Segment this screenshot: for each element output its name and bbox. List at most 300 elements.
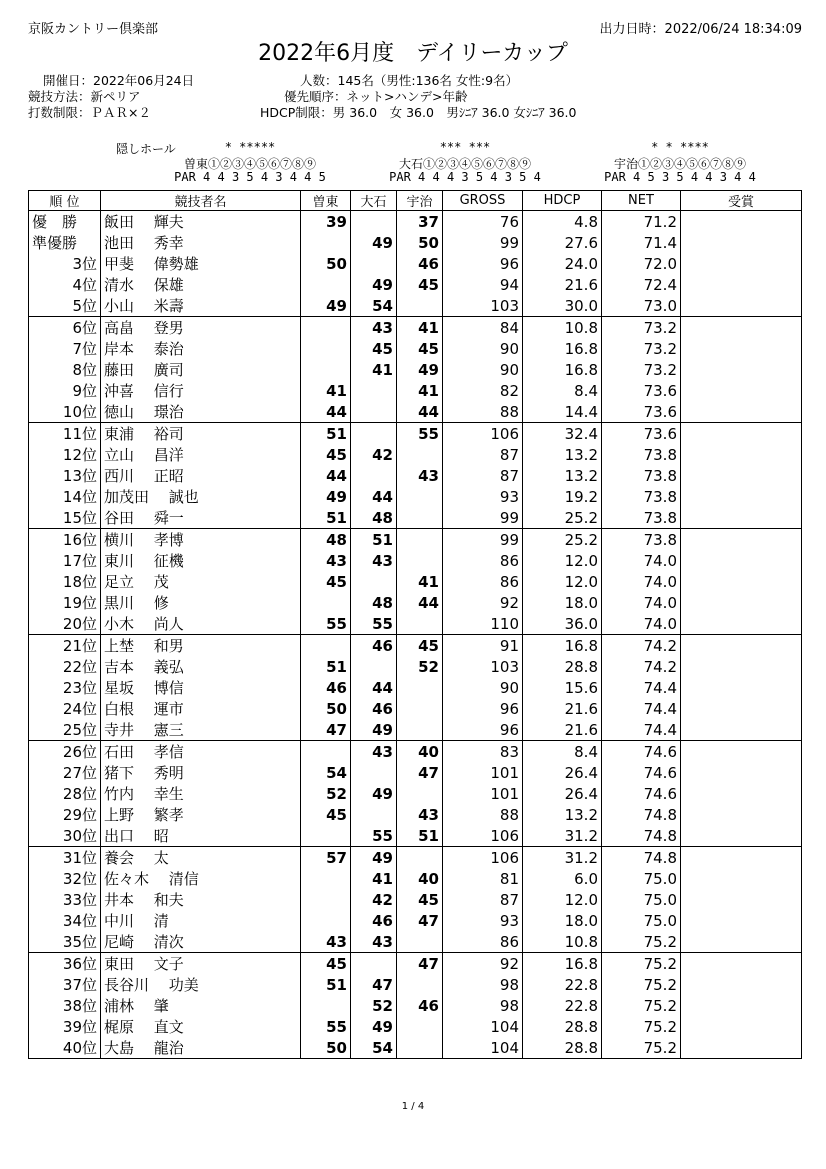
cell-award [681,232,802,253]
cell-rank: 6位 [29,317,101,339]
cell-rank: 25位 [29,719,101,741]
header-net: NET [602,191,681,211]
cell-name: 尼崎 清次 [101,931,301,953]
cell-award [681,719,802,741]
cell-c2: 41 [351,868,397,889]
cell-gross: 88 [443,401,523,423]
cell-net: 75.0 [602,868,681,889]
cell-name: 横川 孝博 [101,529,301,551]
cell-award [681,274,802,295]
cell-net: 74.8 [602,847,681,869]
cell-c1: 45 [301,444,351,465]
cell-award [681,868,802,889]
hdcp-limit: HDCP制限：男 36.0 女 36.0 男ｼﾆｱ 36.0 女ｼﾆｱ 36.0 [260,105,577,120]
table-row [29,613,802,635]
cell-c1: 48 [301,529,351,551]
header-hdcp: HDCP [523,191,602,211]
cell-net: 72.0 [602,253,681,274]
cell-name: 中川 清 [101,910,301,931]
header-rank: 順 位 [29,191,101,211]
cell-name: 梶原 直文 [101,1016,301,1037]
cell-c1: 43 [301,550,351,571]
table-row [29,380,802,401]
cell-c2: 42 [351,444,397,465]
cell-hdcp: 31.2 [523,847,602,869]
cell-c2: 49 [351,783,397,804]
cell-rank: 14位 [29,486,101,507]
cell-hdcp: 22.8 [523,995,602,1016]
cell-c2: 55 [351,825,397,847]
header-uji: 宇治 [397,191,443,211]
table-row [29,889,802,910]
cell-name: 飯田 輝夫 [101,211,301,233]
table-row [29,995,802,1016]
cell-c1 [301,825,351,847]
cell-c1: 52 [301,783,351,804]
cell-hdcp: 10.8 [523,931,602,953]
cell-c2 [351,762,397,783]
cell-c1 [301,635,351,657]
cell-c3 [397,295,443,317]
cell-name: 養会 太 [101,847,301,869]
cell-net: 74.2 [602,656,681,677]
cell-name: 吉本 義弘 [101,656,301,677]
cell-rank: 35位 [29,931,101,953]
cell-rank: 27位 [29,762,101,783]
cell-hdcp: 24.0 [523,253,602,274]
cell-c2: 49 [351,719,397,741]
cell-net: 75.2 [602,1037,681,1059]
cell-c3 [397,698,443,719]
cell-gross: 82 [443,380,523,401]
table-header-row [29,191,802,211]
player-count: 人数：145名（男性:136名 女性:9名） [300,73,519,88]
table-row [29,868,802,889]
header-name: 競技者名 [101,191,301,211]
cell-award [681,635,802,657]
cell-name: 谷田 舜一 [101,507,301,529]
cell-net: 72.4 [602,274,681,295]
cell-net: 73.2 [602,317,681,339]
cell-hdcp: 22.8 [523,974,602,995]
cell-hdcp: 31.2 [523,825,602,847]
cell-c3: 40 [397,868,443,889]
table-row [29,274,802,295]
cell-hdcp: 16.8 [523,359,602,380]
cell-hdcp: 12.0 [523,889,602,910]
cell-c3: 41 [397,317,443,339]
cell-c2: 46 [351,910,397,931]
cell-award [681,295,802,317]
cell-hdcp: 28.8 [523,1037,602,1059]
cell-c3: 41 [397,380,443,401]
cell-rank: 39位 [29,1016,101,1037]
course-2-par: PAR 4 4 4 3 5 4 3 5 4 [389,170,541,184]
cell-net: 73.8 [602,529,681,551]
cell-c2: 48 [351,592,397,613]
cell-c3 [397,444,443,465]
header-oishi: 大石 [351,191,397,211]
cell-gross: 103 [443,295,523,317]
cell-hdcp: 21.6 [523,698,602,719]
cell-c1: 41 [301,380,351,401]
cell-hdcp: 14.4 [523,401,602,423]
cell-c2: 43 [351,550,397,571]
cell-c3: 37 [397,211,443,233]
cell-net: 73.6 [602,401,681,423]
cell-net: 73.0 [602,295,681,317]
cell-c2: 44 [351,486,397,507]
table-row [29,825,802,847]
cell-net: 75.2 [602,953,681,975]
cell-net: 75.2 [602,995,681,1016]
cell-gross: 93 [443,486,523,507]
course-1-name: 曽東①②③④⑤⑥⑦⑧⑨ [183,157,316,171]
cell-gross: 92 [443,953,523,975]
cell-name: 出口 昭 [101,825,301,847]
cell-c3: 43 [397,804,443,825]
cell-rank: 21位 [29,635,101,657]
cell-c3: 46 [397,995,443,1016]
course-2-name: 大石①②③④⑤⑥⑦⑧⑨ [398,157,531,171]
table-row [29,847,802,869]
cell-gross: 92 [443,592,523,613]
course-3-name: 宇治①②③④⑤⑥⑦⑧⑨ [613,157,746,171]
cell-award [681,380,802,401]
cell-award [681,656,802,677]
cell-gross: 76 [443,211,523,233]
table-row [29,1016,802,1037]
cell-rank: 16位 [29,529,101,551]
cell-rank: 18位 [29,571,101,592]
cell-net: 75.2 [602,974,681,995]
table-row [29,338,802,359]
cell-gross: 88 [443,804,523,825]
cell-hdcp: 8.4 [523,380,602,401]
results-table [28,190,802,1059]
cell-hdcp: 16.8 [523,953,602,975]
cell-net: 74.0 [602,613,681,635]
cell-rank: 5位 [29,295,101,317]
cell-hdcp: 28.8 [523,1016,602,1037]
cell-net: 74.0 [602,592,681,613]
cell-award [681,783,802,804]
cell-c3: 50 [397,232,443,253]
cell-name: 甲斐 偉勢雄 [101,253,301,274]
cell-c2: 49 [351,847,397,869]
cell-c3: 44 [397,592,443,613]
cell-net: 73.8 [602,444,681,465]
table-row [29,465,802,486]
cell-c2 [351,211,397,233]
cell-c3: 44 [397,401,443,423]
cell-c1: 51 [301,423,351,445]
cell-c2 [351,253,397,274]
cell-gross: 104 [443,1016,523,1037]
cell-name: 寺井 憲三 [101,719,301,741]
cell-c3: 45 [397,338,443,359]
cell-award [681,804,802,825]
cell-gross: 99 [443,507,523,529]
cell-gross: 104 [443,1037,523,1059]
cell-net: 75.0 [602,910,681,931]
cell-c1 [301,889,351,910]
cell-award [681,931,802,953]
cell-c2: 45 [351,338,397,359]
cell-c3 [397,847,443,869]
stroke-limit: 打数制限：ＰＡＲ×２ [28,105,151,120]
cell-rank: 準優勝 [29,232,101,253]
table-row [29,1037,802,1059]
cell-c1 [301,338,351,359]
cell-name: 上埜 和男 [101,635,301,657]
cell-rank: 3位 [29,253,101,274]
cell-hdcp: 26.4 [523,762,602,783]
cell-gross: 87 [443,889,523,910]
cell-c1: 44 [301,401,351,423]
cell-gross: 84 [443,317,523,339]
cell-award [681,613,802,635]
course-1-stars: * ***** [224,140,276,154]
table-row [29,592,802,613]
cell-rank: 17位 [29,550,101,571]
cell-c2: 46 [351,635,397,657]
cell-hdcp: 13.2 [523,444,602,465]
cell-hdcp: 16.8 [523,635,602,657]
cell-name: 藤田 廣司 [101,359,301,380]
cell-c1 [301,359,351,380]
cell-c3: 55 [397,423,443,445]
cell-c2: 49 [351,1016,397,1037]
cell-c1: 51 [301,656,351,677]
cell-net: 74.4 [602,719,681,741]
cell-net: 74.4 [602,698,681,719]
table-row [29,719,802,741]
cell-c2 [351,401,397,423]
cell-c2 [351,423,397,445]
cell-award [681,974,802,995]
header-award: 受賞 [681,191,802,211]
cell-name: 小木 尚人 [101,613,301,635]
club-name: 京阪カントリー倶楽部 [28,22,159,37]
cell-c1 [301,317,351,339]
cell-net: 75.0 [602,889,681,910]
cell-c1: 54 [301,762,351,783]
cell-c1: 45 [301,804,351,825]
cell-c1 [301,741,351,763]
cell-name: 足立 茂 [101,571,301,592]
cell-c3 [397,1016,443,1037]
cell-rank: 19位 [29,592,101,613]
cell-net: 71.2 [602,211,681,233]
cell-rank: 26位 [29,741,101,763]
cell-award [681,423,802,445]
cell-c2: 51 [351,529,397,551]
cell-c3 [397,931,443,953]
cell-c3 [397,613,443,635]
cell-c2: 54 [351,1037,397,1059]
printed-datetime: 出力日時：2022/06/24 18:34:09 [599,22,802,37]
cell-rank: 15位 [29,507,101,529]
cell-hdcp: 21.6 [523,719,602,741]
cell-name: 池田 秀幸 [101,232,301,253]
cell-award [681,401,802,423]
cell-hdcp: 26.4 [523,783,602,804]
cell-award [681,338,802,359]
cell-gross: 101 [443,783,523,804]
cell-c1: 57 [301,847,351,869]
cell-gross: 87 [443,444,523,465]
cell-hdcp: 8.4 [523,741,602,763]
course-2-stars: *** *** [439,140,491,154]
cell-gross: 90 [443,359,523,380]
cell-c3 [397,974,443,995]
cell-rank: 22位 [29,656,101,677]
cell-net: 73.6 [602,423,681,445]
cell-net: 73.8 [602,486,681,507]
cell-name: 岸本 泰治 [101,338,301,359]
cell-hdcp: 36.0 [523,613,602,635]
cell-hdcp: 18.0 [523,910,602,931]
table-row [29,804,802,825]
table-row [29,423,802,445]
cell-hdcp: 4.8 [523,211,602,233]
table-row [29,741,802,763]
table-row [29,762,802,783]
cell-hdcp: 27.6 [523,232,602,253]
cell-c1: 49 [301,486,351,507]
cell-net: 73.6 [602,380,681,401]
cell-gross: 86 [443,550,523,571]
cell-c2: 46 [351,698,397,719]
cell-c1: 55 [301,1016,351,1037]
cell-award [681,847,802,869]
cell-award [681,741,802,763]
cell-award [681,1016,802,1037]
cell-rank: 12位 [29,444,101,465]
cell-gross: 101 [443,762,523,783]
table-row [29,529,802,551]
cell-c1: 51 [301,974,351,995]
cell-c3 [397,507,443,529]
cell-award [681,889,802,910]
cell-name: 長谷川 功美 [101,974,301,995]
cell-c2: 41 [351,359,397,380]
cell-gross: 96 [443,698,523,719]
cell-c3 [397,529,443,551]
cell-name: 上野 繁孝 [101,804,301,825]
table-row [29,635,802,657]
cell-award [681,211,802,233]
cell-hdcp: 13.2 [523,465,602,486]
cell-gross: 83 [443,741,523,763]
cell-rank: 20位 [29,613,101,635]
cell-hdcp: 19.2 [523,486,602,507]
table-row [29,444,802,465]
cell-net: 73.2 [602,338,681,359]
table-row [29,211,802,233]
cell-c2 [351,804,397,825]
cell-name: 東田 文子 [101,953,301,975]
cell-c2 [351,953,397,975]
cell-net: 74.2 [602,635,681,657]
cell-c1: 50 [301,1037,351,1059]
cell-c1: 45 [301,953,351,975]
cell-net: 73.8 [602,465,681,486]
cell-rank: 31位 [29,847,101,869]
cell-award [681,550,802,571]
cell-gross: 96 [443,719,523,741]
cell-rank: 優 勝 [29,211,101,233]
cell-gross: 99 [443,232,523,253]
cell-c2 [351,656,397,677]
cell-net: 71.4 [602,232,681,253]
cell-c2: 42 [351,889,397,910]
competition-method: 競技方法：新ペリア [28,89,141,104]
table-row [29,295,802,317]
cell-name: 石田 孝信 [101,741,301,763]
cell-net: 74.4 [602,677,681,698]
cell-c1: 43 [301,931,351,953]
cell-gross: 81 [443,868,523,889]
cell-hdcp: 16.8 [523,338,602,359]
cell-name: 猪下 秀明 [101,762,301,783]
cell-award [681,677,802,698]
header-gross: GROSS [443,191,523,211]
cell-award [681,571,802,592]
cell-rank: 37位 [29,974,101,995]
cell-award [681,529,802,551]
cell-c1: 45 [301,571,351,592]
cell-name: 高畠 登男 [101,317,301,339]
cell-award [681,465,802,486]
cell-hdcp: 12.0 [523,571,602,592]
cell-net: 74.6 [602,741,681,763]
cell-c2: 43 [351,317,397,339]
cell-rank: 10位 [29,401,101,423]
cell-name: 竹内 幸生 [101,783,301,804]
cell-gross: 86 [443,931,523,953]
cell-c3: 45 [397,635,443,657]
cell-c1: 50 [301,698,351,719]
table-row [29,486,802,507]
cell-c3: 47 [397,910,443,931]
cell-name: 井本 和夫 [101,889,301,910]
cell-c1: 51 [301,507,351,529]
cell-name: 清水 保雄 [101,274,301,295]
cell-name: 小山 米壽 [101,295,301,317]
cell-award [681,953,802,975]
table-row [29,783,802,804]
cell-name: 徳山 璟治 [101,401,301,423]
cell-c3 [397,1037,443,1059]
cell-name: 黒川 修 [101,592,301,613]
cell-c2: 48 [351,507,397,529]
cell-c2: 54 [351,295,397,317]
cell-c3: 41 [397,571,443,592]
table-row [29,401,802,423]
cell-hdcp: 25.2 [523,529,602,551]
cell-hdcp: 12.0 [523,550,602,571]
cell-hdcp: 6.0 [523,868,602,889]
cell-name: 星坂 博信 [101,677,301,698]
cell-gross: 106 [443,847,523,869]
cell-c1 [301,995,351,1016]
cell-rank: 23位 [29,677,101,698]
course-1-par: PAR 4 4 3 5 4 3 4 4 5 [174,170,326,184]
table-row [29,507,802,529]
cell-c3: 47 [397,953,443,975]
